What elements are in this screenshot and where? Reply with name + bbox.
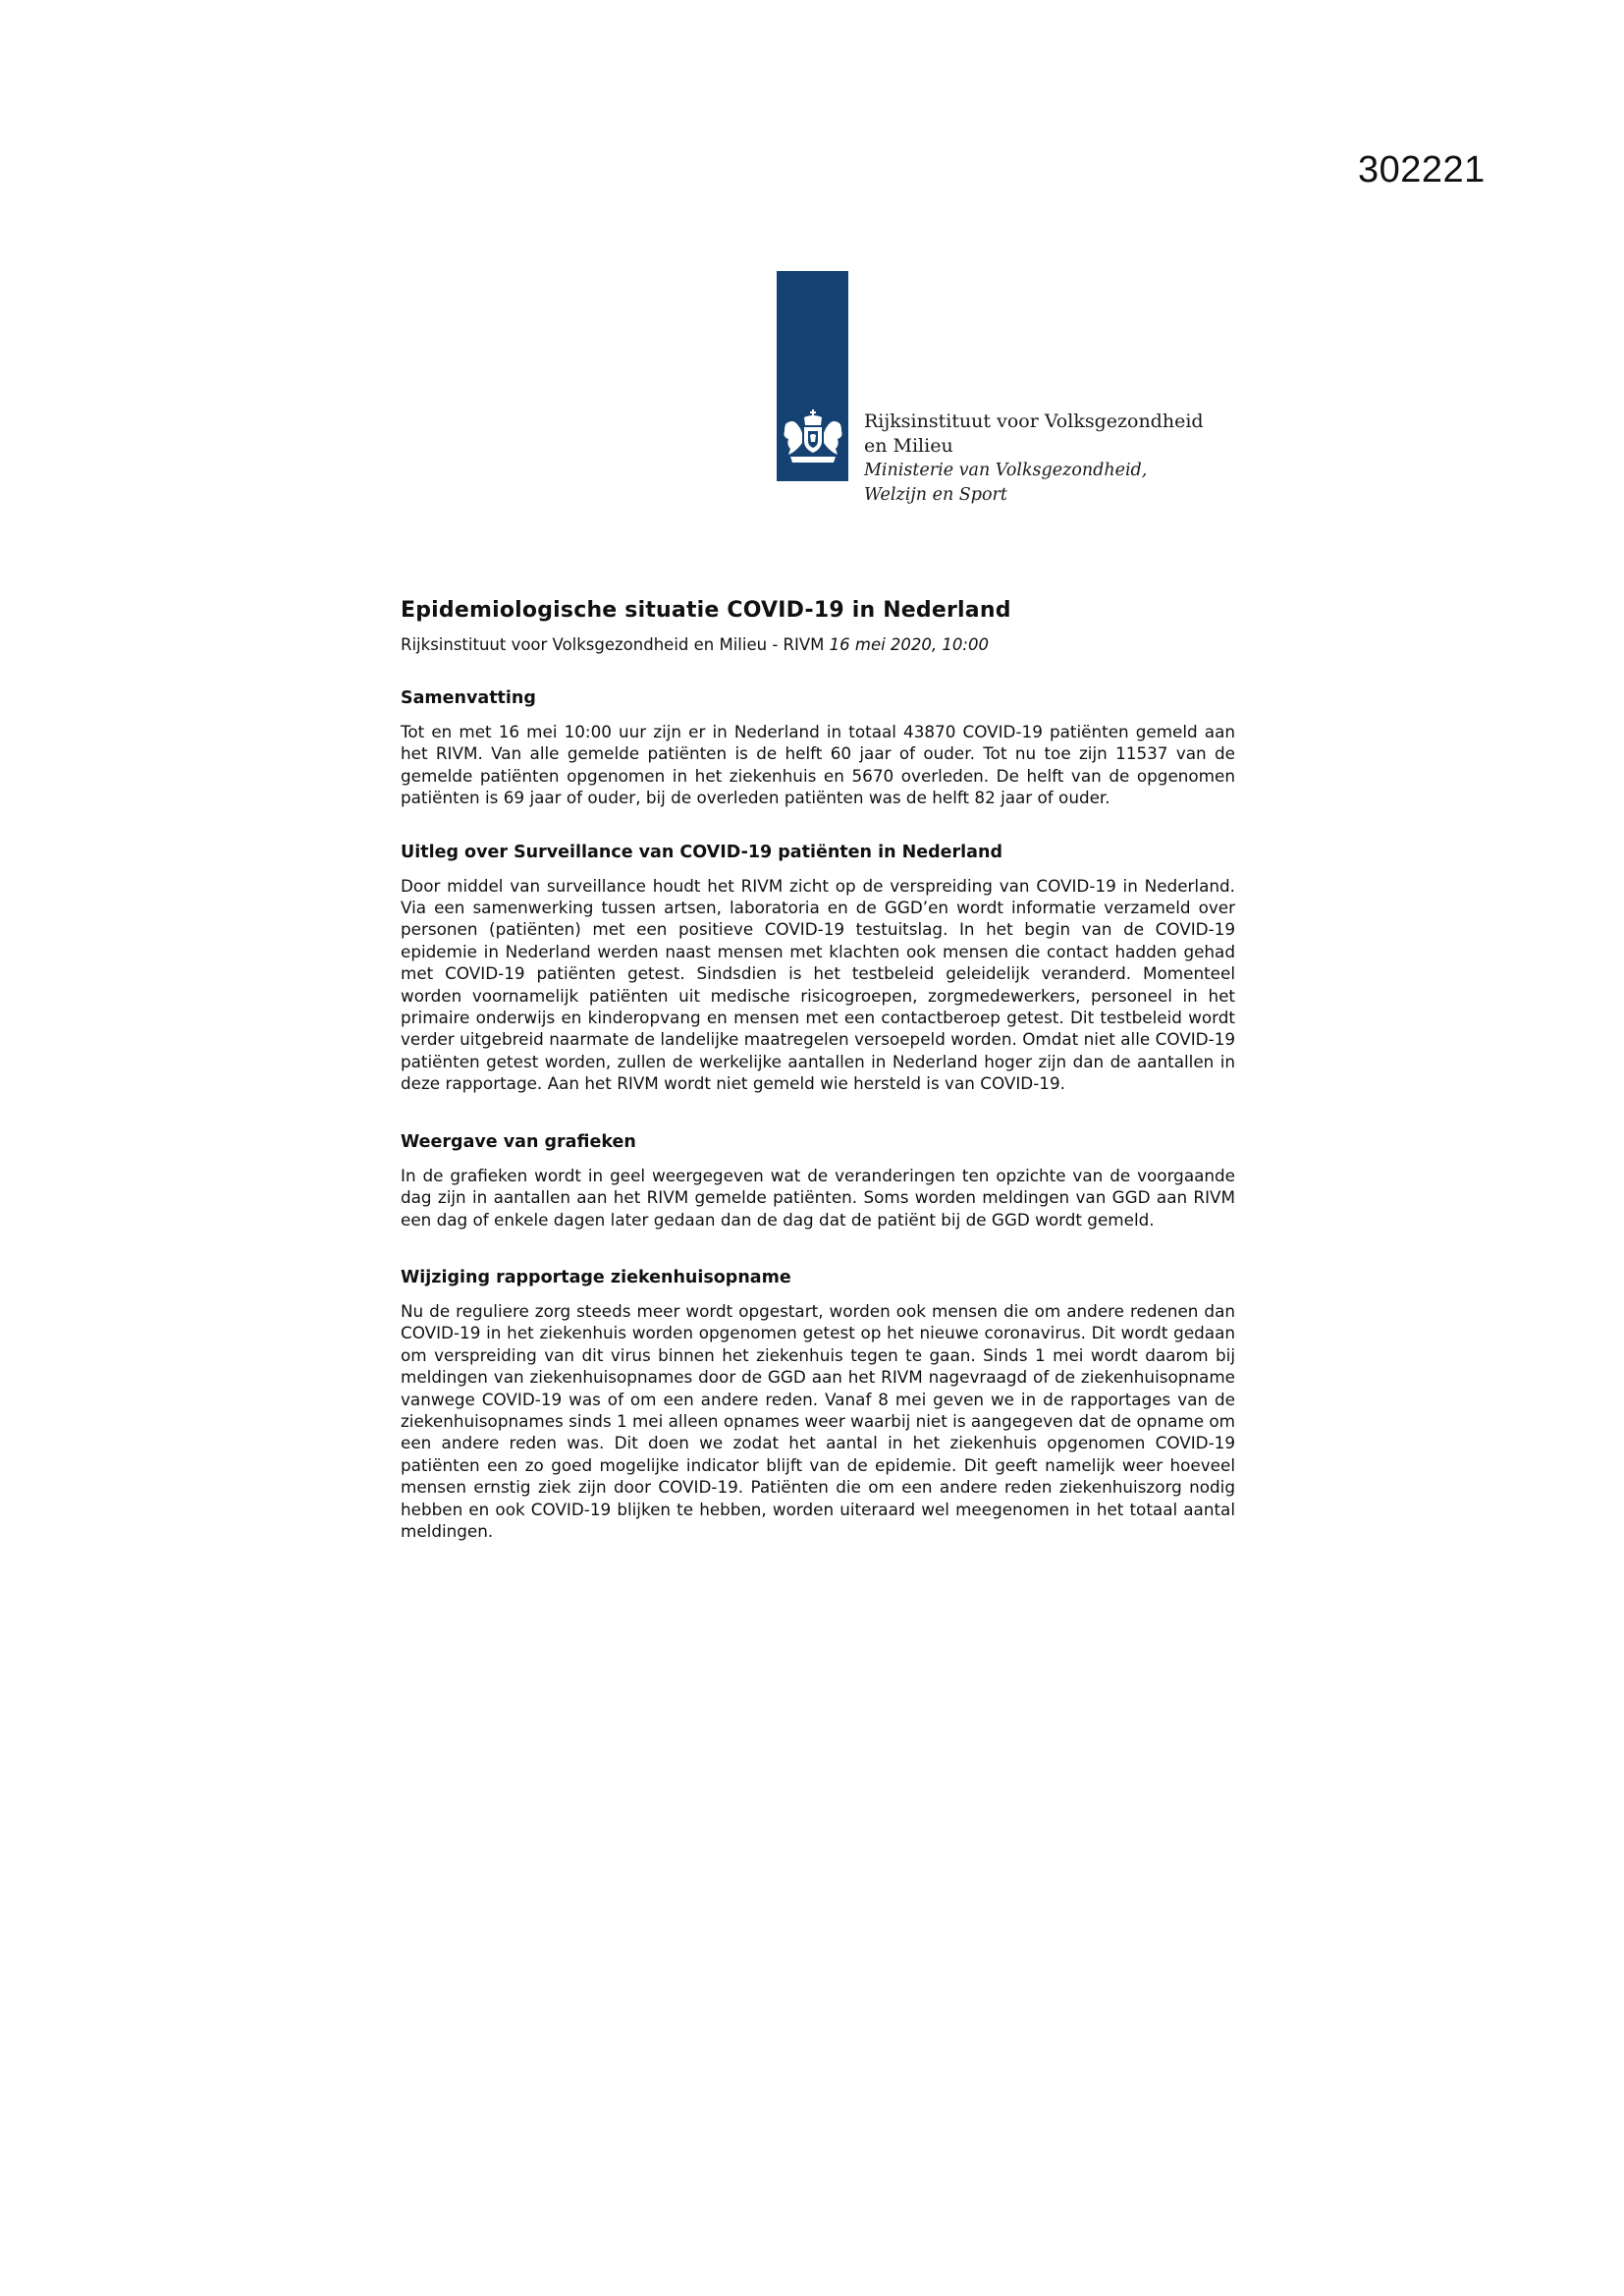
org-name-line1: Rijksinstituut voor Volksgezondheid [864,410,1204,432]
org-name-line2: en Milieu [864,435,953,457]
document-number: 302221 [1358,149,1486,191]
section-weergave-grafieken [401,1129,1235,1230]
section-wijziging-rapportage [401,1265,1235,1542]
subtitle-date: 16 mei 2020, 10:00 [829,635,989,654]
section-heading: Samenvatting [401,688,536,708]
coat-of-arms-icon [781,410,845,465]
subtitle-org: Rijksinstituut voor Volksgezondheid en Milieu - RIVM [401,635,825,654]
rijksoverheid-logo-bar [777,271,848,481]
ministry-name-line1: Ministerie van Volksgezondheid, [864,461,1148,480]
section-samenvatting [401,685,1235,809]
logo-text [864,410,1204,508]
section-heading: Weergave van grafieken [401,1131,636,1152]
section-body: Door middel van surveillance houdt het RIVM zicht op de verspreiding van COVID-19 in Nederland. Via een samenwerking tussen artsen, laboratoria en de GGD’en wordt informatie verzameld over personen (patiënten) met een positieve COVID-19 testuitslag. In het begin van de COVID-19 epidemie in Nederland werden naast mensen met klachten ook mensen die contact hadden gehad met COVID-19 patiënten getest. Sindsdien is het testbeleid geleidelijk veranderd. Momenteel worden voornamelijk patiënten uit medische risicogroepen, zorgmedewerkers, personeel in het primaire onderwijs en kinderopvang en mensen met een contactberoep getest. Dit testbeleid wordt verder uitgebreid naarmate de landelijke maatregelen versoepeld worden. Omdat niet alle COVID-19 patiënten getest worden, zullen de werkelijke aantallen in Nederland hoger zijn dan de aantallen in deze rapportage. Aan het RIVM wordt niet gemeld wie hersteld is van COVID-19. [401,875,1235,1094]
section-body: Nu de reguliere zorg steeds meer wordt opgestart, worden ook mensen die om andere redenen dan COVID-19 in het ziekenhuis worden opgenomen getest op het nieuwe coronavirus. Dit wordt gedaan om verspreiding van dit virus binnen het ziekenhuis tegen te gaan. Sinds 1 mei wordt daarom bij meldingen van ziekenhuisopnames door de GGD aan het RIVM nagevraagd of de ziekenhuisopname vanwege COVID-19 was of om een andere reden. Vanaf 8 mei geven we in de rapportages van de ziekenhuisopnames sinds 1 mei alleen opnames weer waarbij niet is aangegeven dat de opname om een andere reden was. Dit doen we zodat het aantal in het ziekenhuis opgenomen COVID-19 patiënten een zo goed mogelijke indicator blijft van de epidemie. Dit geeft namelijk weer hoeveel mensen ernstig ziek zijn door COVID-19. Patiënten die om een andere reden ziekenhuiszorg nodig hebben en ook COVID-19 blijken te hebben, worden uiteraard wel meegenomen in het totaal aantal meldingen. [401,1300,1235,1541]
page-subtitle [401,632,1235,658]
page-title: Epidemiologische situatie COVID-19 in Nederland [401,598,1011,623]
section-heading: Uitleg over Surveillance van COVID-19 patiënten in Nederland [401,842,1002,862]
section-heading: Wijziging rapportage ziekenhuisopname [401,1267,791,1287]
section-body: Tot en met 16 mei 10:00 uur zijn er in Nederland in totaal 43870 COVID-19 patiënten gemeld aan het RIVM. Van alle gemelde patiënten is de helft 60 jaar of ouder. Tot nu toe zijn 11537 van de gemelde patiënten opgenomen in het ziekenhuis en 5670 overleden. De helft van de opgenomen patiënten is 69 jaar of ouder, bij de overleden patiënten was de helft 82 jaar of ouder. [401,722,1235,808]
section-body: In de grafieken wordt in geel weergegeven wat de veranderingen ten opzichte van de voorgaande dag zijn in aantallen aan het RIVM gemelde patiënten. Soms worden meldingen van GGD aan RIVM een dag of enkele dagen later gedaan dan de dag dat de patiënt bij de GGD wordt gemeld. [401,1165,1235,1230]
ministry-name-line2: Welzijn en Sport [864,485,1007,505]
document-content [401,595,1235,1542]
section-uitleg-surveillance [401,840,1235,1095]
